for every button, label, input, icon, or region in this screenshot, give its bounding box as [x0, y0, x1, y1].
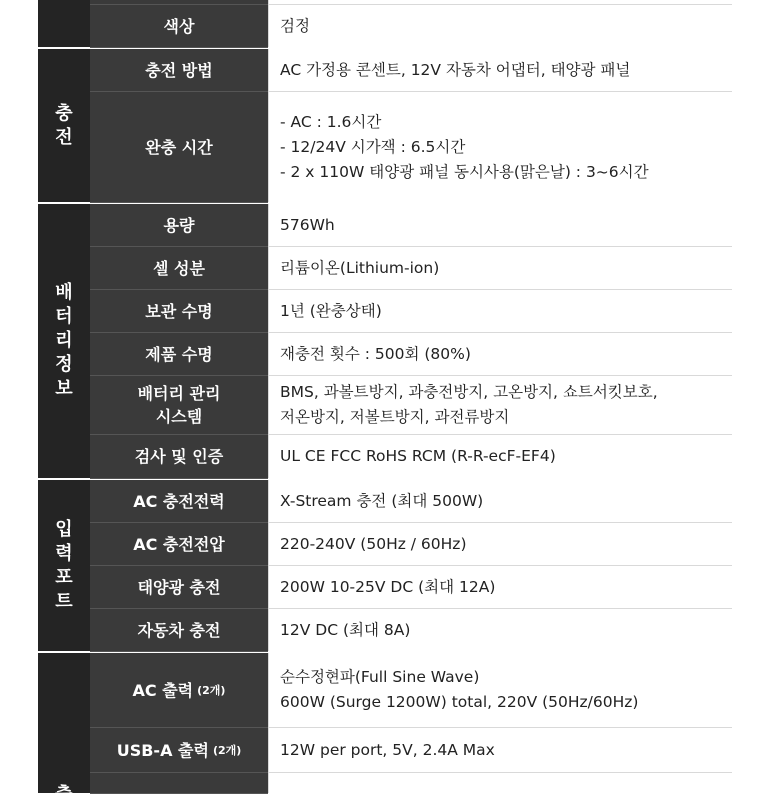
- spec-head-text: USB-A 출력: [116, 740, 209, 760]
- spec-value-ac-charge-voltage: [268, 523, 732, 565]
- spec-value-car-charge: [268, 609, 732, 651]
- spec-row-solar-charge: [90, 566, 732, 609]
- spec-value-ac-charge-power: [268, 480, 732, 522]
- section-battery: [38, 204, 732, 480]
- section-label-char: 포: [55, 566, 73, 588]
- spec-row-car-charge: [90, 609, 732, 651]
- spec-head-certification: 검사 및 인증: [90, 435, 268, 479]
- section-label-char: 리: [55, 330, 73, 351]
- spec-head-solar-charge: 태양광 충전: [90, 566, 268, 609]
- spec-row-charge-method: [90, 49, 732, 92]
- spec-head-color: 색상: [90, 5, 268, 48]
- spec-row-ac-charge-voltage: [90, 523, 732, 566]
- spec-head-text: AC 출력: [132, 680, 194, 700]
- spec-row-cell: [90, 247, 732, 290]
- spec-row-cut: [90, 773, 732, 793]
- spec-row-product-life: [90, 333, 732, 376]
- spec-value-line: BMS, 과볼트방지, 과충전방지, 고온방지, 쇼트서킷보호,: [280, 383, 658, 401]
- spec-head-sub: (2개): [212, 743, 242, 757]
- section-label-char: 배: [55, 282, 73, 303]
- spec-value-line: 12W per port, 5V, 2.4A Max: [280, 740, 495, 759]
- section-label-char: 정: [55, 354, 73, 375]
- spec-value-line: UL CE FCC RoHS RCM (R-R-ecF-EF4): [280, 447, 556, 465]
- spec-value-line: 재충전 횟수 : 500회 (80%): [280, 344, 471, 363]
- spec-value-charge-method: [268, 49, 732, 91]
- spec-table: [38, 0, 732, 805]
- spec-value-shelf-life: [268, 290, 732, 332]
- spec-row-bms: [90, 376, 732, 435]
- section-input-ports: [38, 480, 732, 653]
- section-output: [38, 653, 732, 805]
- section-label-char: 출: [55, 784, 73, 805]
- section-label-battery: [38, 204, 90, 478]
- spec-value-solar-charge: [268, 566, 732, 608]
- spec-value-cell: [268, 247, 732, 289]
- spec-row-capacity: [90, 204, 732, 247]
- spec-value: [268, 773, 732, 793]
- spec-head-line: 시스템: [155, 407, 203, 426]
- spec-value-line: 200W 10-25V DC (최대 12A): [280, 577, 496, 596]
- spec-value-line: 220-240V (50Hz / 60Hz): [280, 534, 467, 553]
- section-label-input-ports: [38, 480, 90, 651]
- section-general: [38, 0, 732, 49]
- spec-head-capacity: 용량: [90, 204, 268, 247]
- spec-head-usb-a-output: [90, 728, 268, 773]
- spec-value-certification: [268, 435, 732, 478]
- section-label-charging: [38, 49, 90, 202]
- spec-head-charge-method: 충전 방법: [90, 49, 268, 92]
- spec-row-certification: [90, 435, 732, 478]
- section-label-char: 력: [55, 542, 73, 564]
- spec-value-line: X-Stream 충전 (최대 500W): [280, 491, 484, 510]
- spec-value-line: - 12/24V 시가잭 : 6.5시간: [280, 137, 466, 156]
- spec-head-product-life: 제품 수명: [90, 333, 268, 376]
- spec-value-capacity: [268, 204, 732, 246]
- spec-head-bms: [90, 376, 268, 435]
- section-label-char: 전: [55, 126, 73, 148]
- spec-value-full-charge-time: [268, 92, 732, 202]
- section-label-char: 보: [55, 378, 73, 399]
- spec-value-line: 순수정현파(Full Sine Wave): [280, 668, 480, 686]
- spec-value: [268, 0, 732, 4]
- spec-value-line: 600W (Surge 1200W) total, 220V (50Hz/60Hz): [280, 693, 639, 711]
- section-label-general: [38, 0, 90, 47]
- spec-head-line: 배터리 관리: [137, 384, 221, 403]
- spec-value-line: 리튬이온(Lithium-ion): [280, 258, 440, 277]
- spec-value-line: 1년 (완충상태): [280, 301, 382, 320]
- section-label-char: 입: [55, 518, 73, 540]
- spec-value-product-life: [268, 333, 732, 375]
- spec-row-ac-output: [90, 653, 732, 728]
- spec-row-ac-charge-power: [90, 480, 732, 523]
- spec-value-line: - 2 x 110W 태양광 패널 동시사용(맑은날) : 3~6시간: [280, 162, 649, 181]
- section-label-output: [38, 653, 90, 805]
- spec-row-shelf-life: [90, 290, 732, 333]
- spec-row-full-charge-time: [90, 92, 732, 202]
- spec-head-sub: (2개): [197, 683, 226, 697]
- spec-value-line: - AC : 1.6시간: [280, 112, 382, 131]
- spec-head-car-charge: 자동차 충전: [90, 609, 268, 652]
- spec-head-shelf-life: 보관 수명: [90, 290, 268, 333]
- spec-head-ac-output: [90, 653, 268, 728]
- spec-value-line: 576Wh: [280, 215, 335, 234]
- spec-head: [90, 773, 268, 794]
- spec-value-color: [268, 5, 732, 47]
- spec-value-usb-a-output: [268, 728, 732, 772]
- spec-value-line: 저온방지, 저볼트방지, 과전류방지: [280, 408, 510, 426]
- spec-value-line: 12V DC (최대 8A): [280, 620, 411, 639]
- spec-row-usb-a-output: [90, 728, 732, 773]
- spec-value-ac-output: [268, 653, 732, 727]
- section-label-char: 충: [55, 102, 73, 124]
- spec-value-bms: [268, 376, 732, 434]
- spec-head-cell: 셀 성분: [90, 247, 268, 290]
- spec-head-ac-charge-voltage: AC 충전전압: [90, 523, 268, 566]
- spec-head-full-charge-time: 완충 시간: [90, 92, 268, 203]
- section-charging: [38, 49, 732, 204]
- section-label-char: 터: [55, 306, 73, 327]
- spec-row-color: [90, 5, 732, 47]
- spec-value-line: AC 가정용 콘센트, 12V 자동차 어댑터, 태양광 패널: [280, 60, 631, 79]
- section-label-char: 트: [55, 590, 73, 612]
- spec-value-line: 검정: [280, 16, 310, 35]
- spec-head-ac-charge-power: AC 충전전력: [90, 480, 268, 523]
